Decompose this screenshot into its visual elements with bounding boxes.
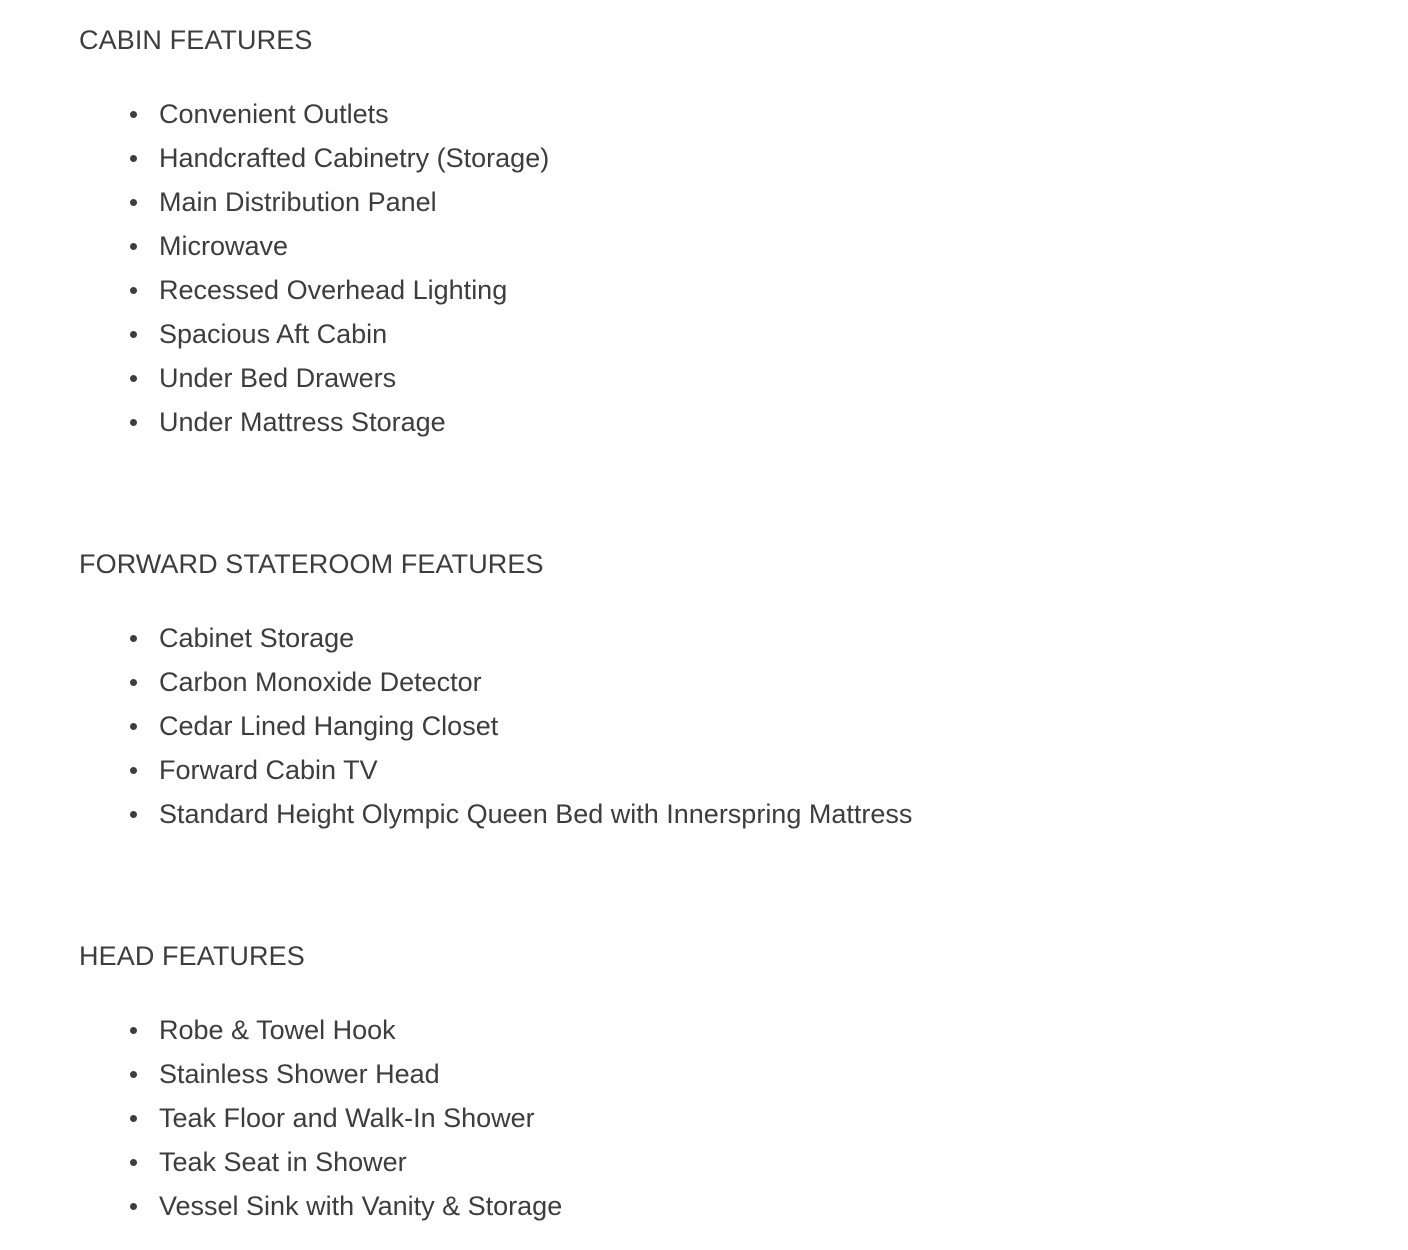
list-item: [79, 400, 1379, 444]
list-item: [79, 1008, 1379, 1052]
bullet-icon: [130, 1027, 137, 1034]
list-item-label: Forward Cabin TV: [159, 755, 378, 785]
list-item-label: Robe & Towel Hook: [159, 1015, 396, 1045]
list-item-label: Vessel Sink with Vanity & Storage: [159, 1191, 563, 1221]
head-features-section: [79, 936, 1379, 1228]
cabin-features-section: [79, 20, 1379, 444]
section-title: HEAD FEATURES: [79, 941, 305, 971]
bullet-icon: [130, 679, 137, 686]
list-item-label: Teak Floor and Walk-In Shower: [159, 1103, 535, 1133]
list-item-label: Teak Seat in Shower: [159, 1147, 407, 1177]
list-item-label: Under Bed Drawers: [159, 363, 397, 393]
list-item-label: Stainless Shower Head: [159, 1059, 440, 1089]
list-item-label: Cabinet Storage: [159, 623, 355, 653]
list-item: [79, 1052, 1379, 1096]
list-item: [79, 312, 1379, 356]
bullet-icon: [130, 723, 137, 730]
bullet-icon: [130, 419, 137, 426]
list-item-label: Handcrafted Cabinetry (Storage): [159, 143, 550, 173]
feature-list: [79, 92, 1379, 444]
list-item: [79, 1184, 1379, 1228]
bullet-icon: [130, 155, 137, 162]
list-item-label: Recessed Overhead Lighting: [159, 275, 508, 305]
bullet-icon: [130, 287, 137, 294]
feature-list: [79, 1008, 1379, 1228]
list-item: [79, 1096, 1379, 1140]
list-item: [79, 792, 1379, 836]
list-item: [79, 748, 1379, 792]
bullet-icon: [130, 767, 137, 774]
feature-list: [79, 616, 1379, 836]
bullet-icon: [130, 375, 137, 382]
bullet-icon: [130, 1115, 137, 1122]
bullet-icon: [130, 1071, 137, 1078]
list-item: [79, 704, 1379, 748]
bullet-icon: [130, 331, 137, 338]
list-item-label: Carbon Monoxide Detector: [159, 667, 482, 697]
list-item: [79, 616, 1379, 660]
list-item: [79, 180, 1379, 224]
list-item: [79, 224, 1379, 268]
list-item-label: Microwave: [159, 231, 289, 261]
list-item: [79, 356, 1379, 400]
list-item: [79, 268, 1379, 312]
section-title: CABIN FEATURES: [79, 25, 313, 55]
list-item-label: Main Distribution Panel: [159, 187, 437, 217]
bullet-icon: [130, 635, 137, 642]
list-item: [79, 660, 1379, 704]
list-item: [79, 1140, 1379, 1184]
forward-stateroom-features-section: [79, 544, 1379, 836]
list-item-label: Convenient Outlets: [159, 99, 389, 129]
list-item: [79, 92, 1379, 136]
list-item: [79, 136, 1379, 180]
bullet-icon: [130, 199, 137, 206]
bullet-icon: [130, 1203, 137, 1210]
bullet-icon: [130, 111, 137, 118]
list-item-label: Spacious Aft Cabin: [159, 319, 388, 349]
list-item-label: Standard Height Olympic Queen Bed with Innerspring Mattress: [159, 799, 913, 829]
bullet-icon: [130, 243, 137, 250]
list-item-label: Cedar Lined Hanging Closet: [159, 711, 499, 741]
list-item-label: Under Mattress Storage: [159, 407, 446, 437]
bullet-icon: [130, 1159, 137, 1166]
section-title: FORWARD STATEROOM FEATURES: [79, 549, 544, 579]
bullet-icon: [130, 811, 137, 818]
